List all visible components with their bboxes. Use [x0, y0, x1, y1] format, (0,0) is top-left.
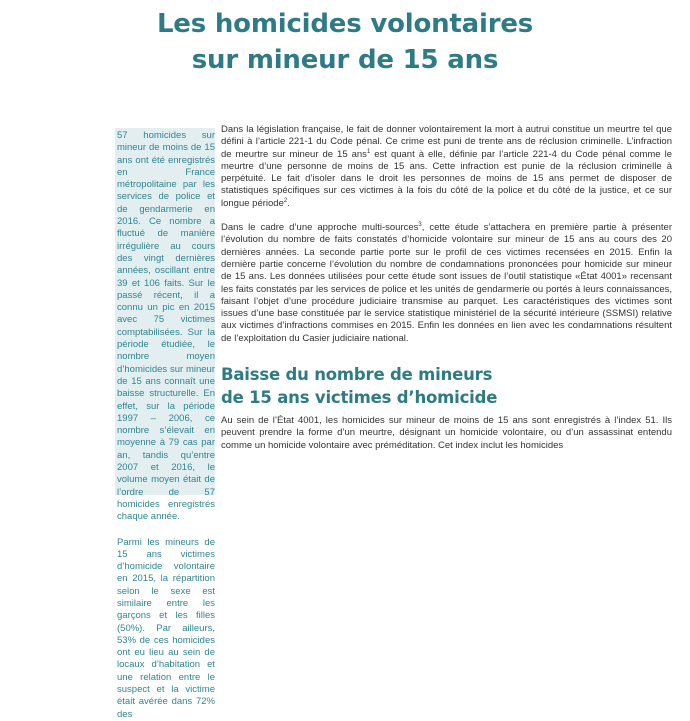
page-title: [0, 6, 690, 78]
method-paragraph: [221, 222, 672, 345]
section-heading-line-2: de 15 ans victimes d’homicide: [221, 388, 498, 408]
section-heading: [221, 363, 672, 409]
section-paragraph: Au sein de l’État 4001, les homicides sur mineur de moins de 15 ans sont enregistrés à l’index 51. Ils peuvent prendre la forme d’un meurtre, désignant un homicide volontaire, ou d’un assassinat entendu comme un homicide volontaire avec préméditation. Cet index inclut les homicides: [221, 415, 672, 451]
intro-text-3: .: [287, 197, 290, 209]
footnote-ref-2: 2: [283, 197, 288, 204]
main-text-column: [221, 124, 672, 495]
intro-text-1: Dans la législation française, le fait de donner volontairement la mort à autrui constitue un meurtre tel que défini à l’article 221-1 du Code pénal. Ce crime est puni de trente ans de réclusion criminelle. L’infraction de meurtre sur mineur de 15 ans: [221, 124, 672, 160]
footnote-ref-1: 1: [366, 148, 371, 155]
page-title-line-2: sur mineur de 15 ans: [191, 45, 499, 75]
method-text-2: , cette étude s’attachera en première partie à présenter l’évolution du nombre de faits constatés d’homicide volontaire sur mineur de 15 ans au cours des 20 dernières années. La seconde partie porte sur le profil de ces victimes recensées en 2015. Enfin la dernière partie concerne l’évolution du nombre de condamnations prononcées pour homicide sur mineur de 15 ans. Les données utilisées pour cette étude sont issues de l’outil statistique «État 4001» recensant les faits constatés par les services de police et les unités de gendarmerie ou portés à leurs connaissances, faisant l’objet d’une procédure judiciaire transmise au parquet. Les caractéristiques des victimes sont issues d’une base constituée par le service statistique ministériel de la sécurité intérieure (SSMSI) relative aux victimes d’infractions commises en 2015. Enfin les données en lien avec les condamnations résultent de l’exploitation du Casier judiciaire national.: [221, 222, 672, 344]
sidebar-paragraph-2: Parmi les mineurs de 15 ans victimes d’homicide volontaire en 2015, la répartition selon le sexe est similaire entre les garçons et les filles (50%). Par ailleurs, 53% de ces homicides ont eu lieu au sein de locaux d’habitation et une relation entre le suspect et la victime était avérée dans 72% des: [117, 536, 215, 720]
page-title-line-1: Les homicides volontaires: [156, 9, 534, 39]
intro-text-2: est quant à elle, définie par l’article 221-4 du Code pénal comme le meurtre d’une personne de moins de 15 ans. Cette infraction est punie de la réclusion criminelle à perpétuité. Le fait d’isoler dans le droit les personnes de moins de 15 ans permet de disposer de statistiques spécifiques sur ces victimes à la fois du côté de la police et du côté de la justice, et ce sur longue période: [221, 148, 672, 209]
summary-sidebar: [115, 128, 215, 720]
footnote-ref-3: 3: [418, 221, 422, 228]
method-text-1: Dans le cadre d’une approche multi-sources: [221, 222, 419, 234]
sidebar-paragraph-1: 57 homicides sur mineur de moins de 15 ans ont été enregistrés en France métropolitaine par les services de police et de gendarmerie en 2016. Ce nombre a fluctué de manière irrégulière au cours des vingt dernières années, oscillant entre 39 et 106 faits. Sur le passé récent, il a connu un pic en 2015 avec 75 victimes comptabilisées. Sur la période étudiée, le nombre moyen d’homicides sur mineur de 15 ans connaît une baisse structurelle. En effet, sur la période 1997 – 2006, ce nombre s’élevait en moyenne à 79 cas par an, tandis qu’entre 2007 et 2016, le volume moyen était de l’ordre de 57 homicides enregistrés chaque année.: [117, 130, 215, 523]
intro-paragraph: [221, 124, 672, 210]
section-heading-line-1: Baisse du nombre de mineurs: [221, 365, 493, 385]
